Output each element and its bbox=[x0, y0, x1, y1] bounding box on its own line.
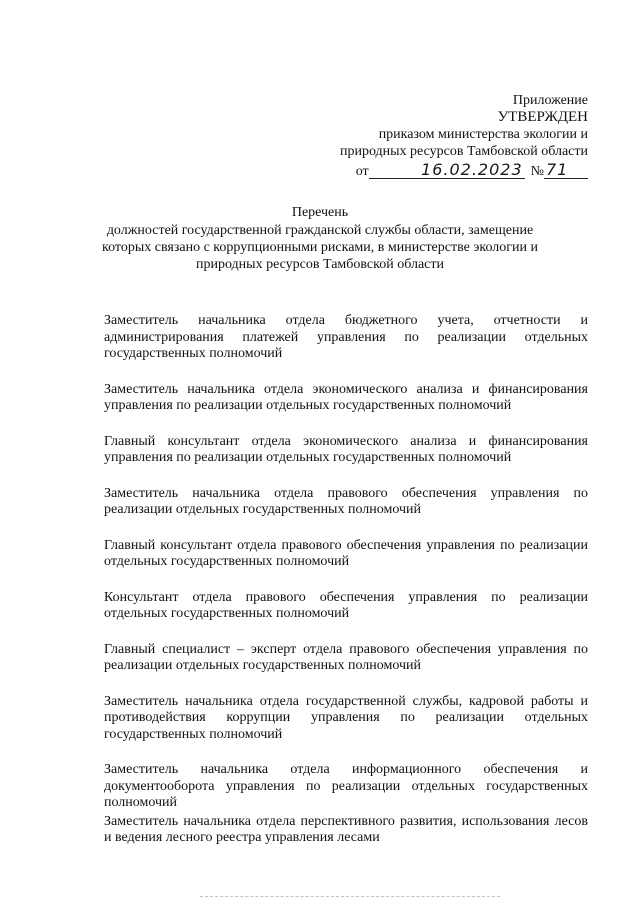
number-label: № bbox=[530, 164, 544, 179]
position-item: Заместитель начальника отдела бюджетного учета, отчетности и администрирования платежей управления по реализации отдельных государственных полномочий bbox=[104, 313, 588, 361]
position-item: Главный консультант отдела правового обеспечения управления по реализации отдельных государственных полномочий bbox=[104, 537, 588, 569]
handwritten-date: 16.02.2023 bbox=[369, 161, 525, 179]
date-prefix: от bbox=[355, 164, 369, 179]
scan-artifact-line bbox=[200, 896, 500, 900]
position-item: Заместитель начальника отдела информационного обеспечения и документооборота управления по реализации отдельных государственных полномочий bbox=[104, 762, 588, 810]
title-heading: Перечень bbox=[291, 205, 349, 220]
appendix-label: Приложение bbox=[512, 93, 588, 108]
order-line-1: приказом министерства экологии и bbox=[378, 127, 588, 142]
document-title bbox=[100, 204, 540, 273]
order-date-number bbox=[328, 161, 588, 180]
approval-block bbox=[328, 92, 588, 180]
handwritten-number: 71 bbox=[544, 161, 588, 179]
title-subtitle: должностей государственной гражданской службы области, замещение которых связано с коррупционными рисками, в министерстве экологии и природных ресурсов Тамбовской области bbox=[102, 223, 538, 272]
position-item: Заместитель начальника отдела экономического анализа и финансирования управления по реализации отдельных государственных полномочий bbox=[104, 381, 588, 413]
order-line-2: природных ресурсов Тамбовской области bbox=[339, 144, 588, 159]
position-item: Главный специалист – эксперт отдела правового обеспечения управления по реализации отдельных государственных полномочий bbox=[104, 641, 588, 673]
position-item: Консультант отдела правового обеспечения управления по реализации отдельных государственных полномочий bbox=[104, 589, 588, 621]
approved-label: УТВЕРЖДЕН bbox=[497, 109, 588, 125]
positions-list bbox=[104, 313, 588, 866]
position-item: Главный консультант отдела экономического анализа и финансирования управления по реализации отдельных государственных полномочий bbox=[104, 433, 588, 465]
position-item: Заместитель начальника отдела правового обеспечения управления по реализации отдельных государственных полномочий bbox=[104, 485, 588, 517]
position-item: Заместитель начальника отдела государственной службы, кадровой работы и противодействия коррупции управления по реализации отдельных государственных полномочий bbox=[104, 693, 588, 742]
position-item: Заместитель начальника отдела перспективного развития, использования лесов и ведения лесного реестра управления лесами bbox=[104, 813, 588, 845]
